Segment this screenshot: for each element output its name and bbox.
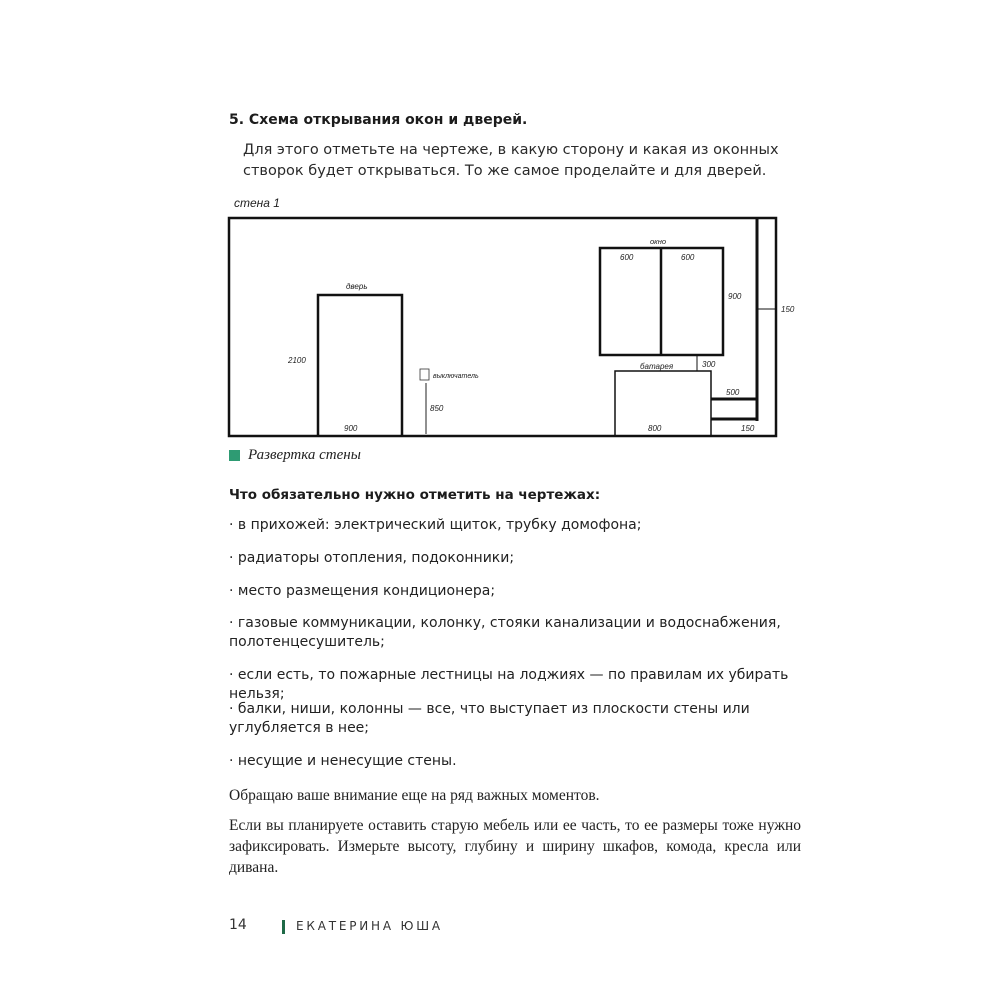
footer-accent-bar xyxy=(282,920,285,934)
page-number: 14 xyxy=(229,917,247,933)
sash-right-label: 600 xyxy=(681,253,695,262)
author-name: ЕКАТЕРИНА ЮША xyxy=(296,919,443,933)
door-width-label: 900 xyxy=(344,424,358,433)
wall-elevation-diagram xyxy=(0,0,1000,480)
wall-outline xyxy=(229,218,776,436)
list-item: · в прихожей: электрический щиток, трубку домофона; xyxy=(229,517,642,533)
list-item: · несущие и ненесущие стены. xyxy=(229,753,457,769)
switch-label: выключатель xyxy=(433,373,479,380)
diagram-caption: Развертка стены xyxy=(248,447,361,463)
list-item: · газовые коммуникации, колонку, стояки канализации и водоснабжения, полотенцесушитель; xyxy=(229,615,781,650)
list-item: · место размещения кондиционера; xyxy=(229,583,496,599)
list-item: · радиаторы отопления, подоконники; xyxy=(229,550,515,566)
wall-label: стена 1 xyxy=(234,196,280,210)
caption-marker xyxy=(229,450,240,461)
sash-left-label: 600 xyxy=(620,253,634,262)
section-heading: 5. Схема открывания окон и дверей. xyxy=(229,112,528,128)
checklist-title: Что обязательно нужно отметить на чертежах: xyxy=(229,487,601,503)
radiator-width-label: 800 xyxy=(648,424,662,433)
door-height-label: 2100 xyxy=(288,356,306,365)
pipe-height-label: 500 xyxy=(726,388,740,397)
list-item: · балки, ниши, колонны — все, что выступает из плоскости стены или углубляется в нее; xyxy=(229,701,750,736)
window-label: окно xyxy=(650,237,667,246)
side-offset-label: 150 xyxy=(781,305,795,314)
radiator xyxy=(615,371,711,436)
pipe-bottom-label: 150 xyxy=(741,424,755,433)
paragraph-note: Обращаю ваше внимание еще на ряд важных моментов. xyxy=(229,787,600,804)
radiator-label: батарея xyxy=(640,362,674,371)
door-label: дверь xyxy=(346,282,368,291)
paragraph-furniture: Если вы планируете оставить старую мебель или ее часть, то ее размеры тоже нужно зафиксировать. Измерьте высоту, глубину и ширину шкафов, комода, кресла или дивана. xyxy=(229,817,801,876)
list-item: · если есть, то пожарные лестницы на лоджиях — по правилам их убирать нельзя; xyxy=(229,667,789,702)
switch-box xyxy=(420,369,429,380)
section-intro: Для этого отметьте на чертеже, в какую сторону и какая из оконных створок будет открываться. То же самое проделайте и для дверей. xyxy=(243,142,779,179)
door-frame xyxy=(318,295,402,436)
window-height-label: 900 xyxy=(728,292,742,301)
radiator-gap-label: 300 xyxy=(702,360,716,369)
switch-height-label: 850 xyxy=(430,404,444,413)
